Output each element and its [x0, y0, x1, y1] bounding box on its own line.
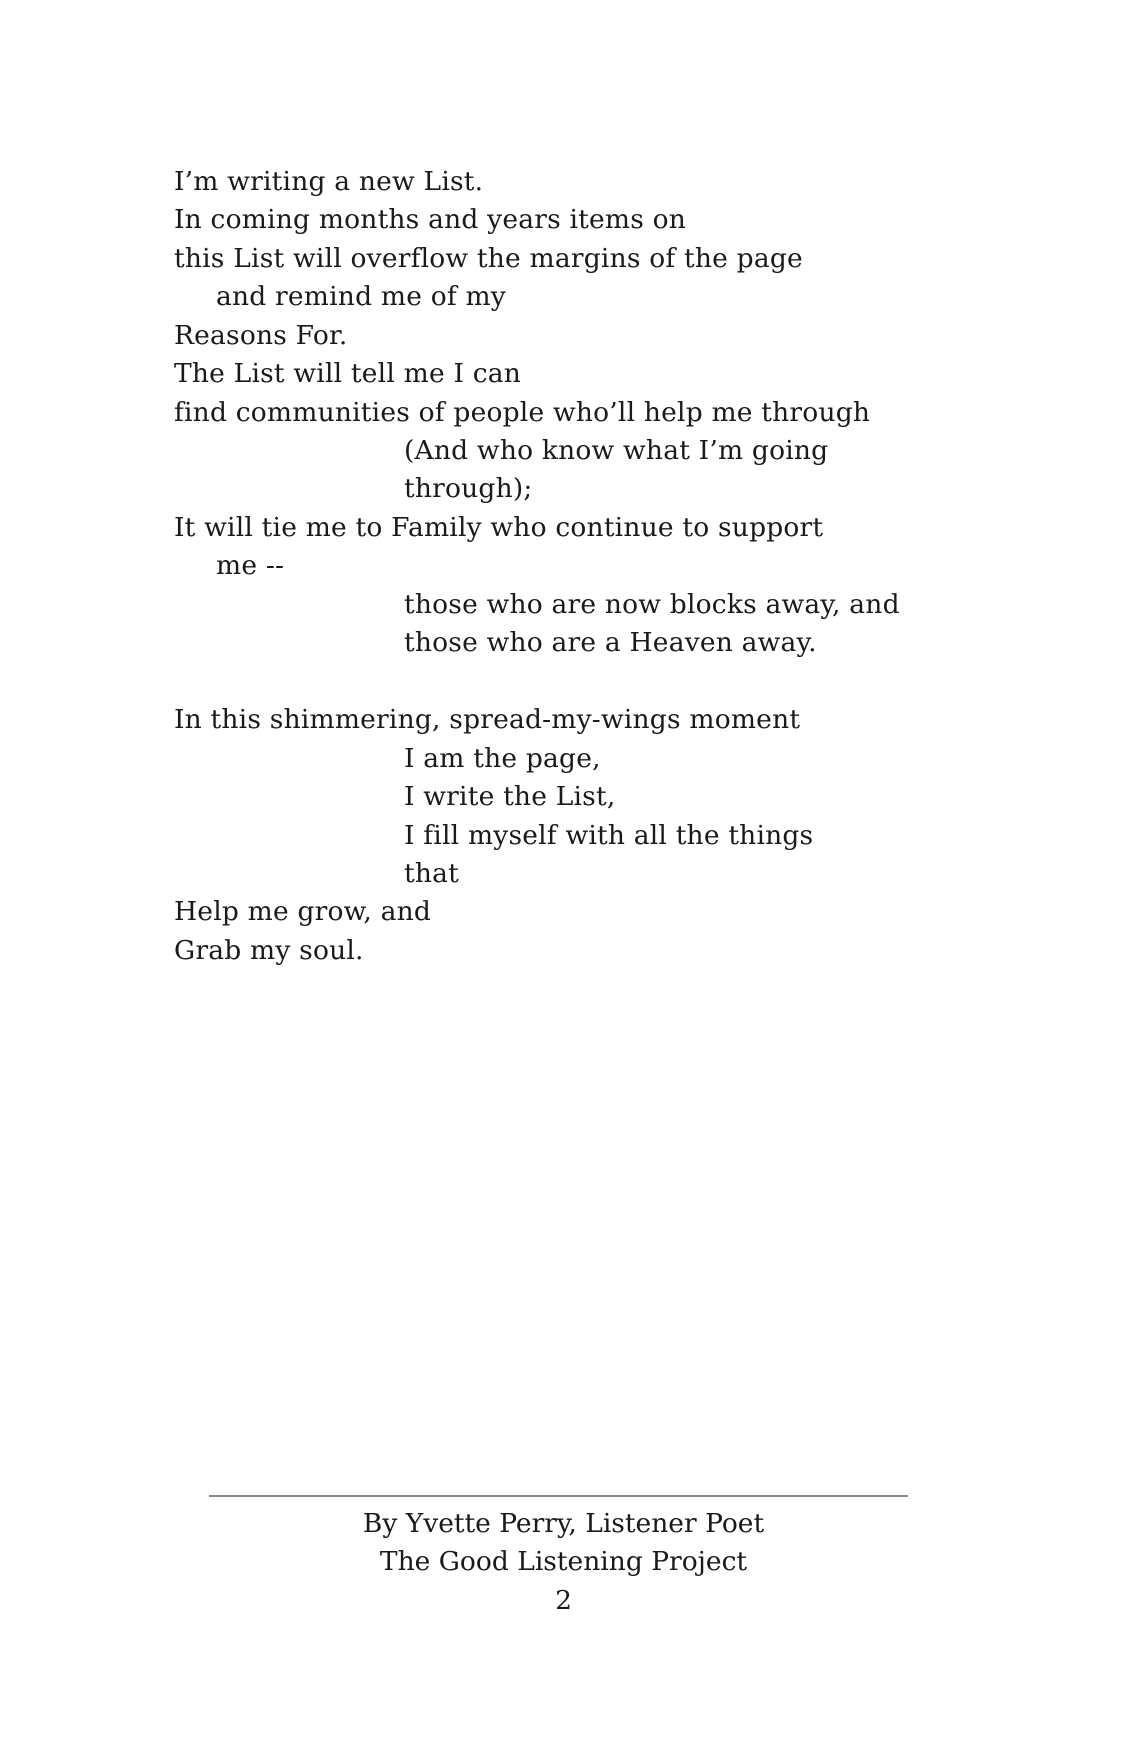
poem-line: I’m writing a new List. — [174, 166, 484, 197]
poem-line: The List will tell me I can — [174, 358, 522, 389]
footer-divider — [209, 1495, 908, 1497]
poem-line: those who are now blocks away, and — [404, 589, 900, 620]
poem-line: find communities of people who’ll help me through — [174, 397, 871, 428]
poem-line: this List will overflow the margins of the page — [174, 243, 803, 274]
poem-line: (And who know what I’m going — [404, 435, 829, 466]
poem-line: Help me grow, and — [174, 896, 432, 927]
poem-line: I write the List, — [404, 781, 616, 812]
footer-project: The Good Listening Project — [379, 1546, 748, 1577]
poem-line: that — [404, 858, 459, 889]
poem-line: and remind me of my — [216, 281, 506, 312]
poem-line: Reasons For. — [174, 320, 348, 351]
footer-byline: By Yvette Perry, Listener Poet — [362, 1508, 765, 1539]
poem-line: It will tie me to Family who continue to support — [174, 512, 824, 543]
poem-line: I fill myself with all the things — [404, 820, 814, 851]
poem-line: me -- — [216, 550, 285, 581]
page-number: 2 — [555, 1585, 572, 1616]
poem-line: In coming months and years items on — [174, 204, 687, 235]
poem-line: those who are a Heaven away. — [404, 627, 817, 658]
poem-line: through); — [404, 473, 533, 504]
poem-line: Grab my soul. — [174, 935, 364, 966]
poem-line: I am the page, — [404, 743, 601, 774]
poem-line: In this shimmering, spread-my-wings moment — [174, 704, 801, 735]
